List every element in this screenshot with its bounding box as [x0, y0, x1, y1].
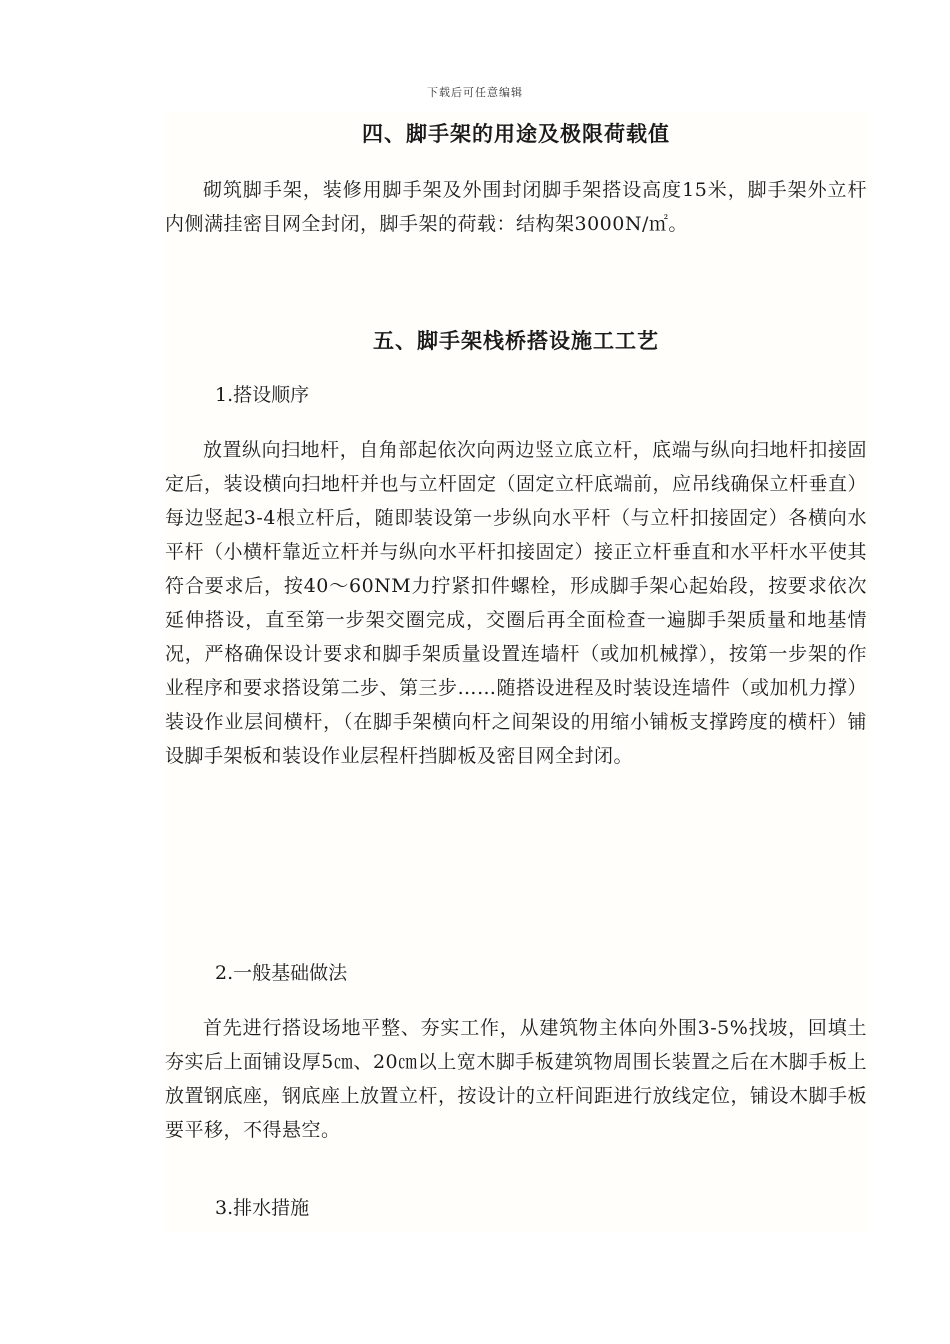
subheading-3: 3.排水措施: [215, 1197, 310, 1219]
subsection-1-paragraph: 放置纵向扫地杆，自角部起依次向两边竖立底立杆，底端与纵向扫地杆扣接固定后，装设横向扫地杆并也与立杆固定（固定立杆底端前，应吊线确保立杆垂直）每边竖起3-4根立杆后，随即装设第一步纵向水平杆（与立杆扣接固定）各横向水平杆（小横杆靠近立杆并与纵向水平杆扣接固定）接正立杆垂直和水平杆水平使其符合要求后，按40～60NM力拧紧扣件螺栓，形成脚手架心起始段，按要求依次延伸搭设，直至第一步架交圈完成，交圈后再全面检查一遍脚手架质量和地基情况，严格确保设计要求和脚手架质量设置连墙杆（或加机械撑），按第一步架的作业程序和要求搭设第二步、第三步……随搭设进程及时装设连墙件（或加机力撑）装设作业层间横杆，（在脚手架横向杆之间架设的用缩小铺板支撑跨度的横杆）铺设脚手架板和装设作业层程杆挡脚板及密目网全封闭。: [165, 439, 868, 767]
subheading-2: 2.一般基础做法: [215, 962, 348, 984]
subsection-2-paragraph: 首先进行搭设场地平整、夯实工作，从建筑物主体向外围3-5%找坡，回填土夯实后上面铺设厚5㎝、20㎝以上宽木脚手板建筑物周围长装置之后在木脚手板上放置钢底座，钢底座上放置立杆，按设计的立杆间距进行放线定位，铺设木脚手板要平移，不得悬空。: [165, 1017, 868, 1141]
subheading-1: 1.搭设顺序: [215, 384, 310, 406]
section-title-5: 五、脚手架栈桥搭设施工工艺: [373, 328, 659, 353]
section-title-4: 四、脚手架的用途及极限荷载值: [362, 121, 670, 146]
section-4-paragraph: 砌筑脚手架，装修用脚手架及外围封闭脚手架搭设高度15米，脚手架外立杆内侧满挂密目网全封闭，脚手架的荷载：结构架3000N/㎡。: [165, 179, 867, 235]
document-body: [165, 112, 867, 1232]
page-header: 下载后可任意编辑: [427, 86, 523, 99]
